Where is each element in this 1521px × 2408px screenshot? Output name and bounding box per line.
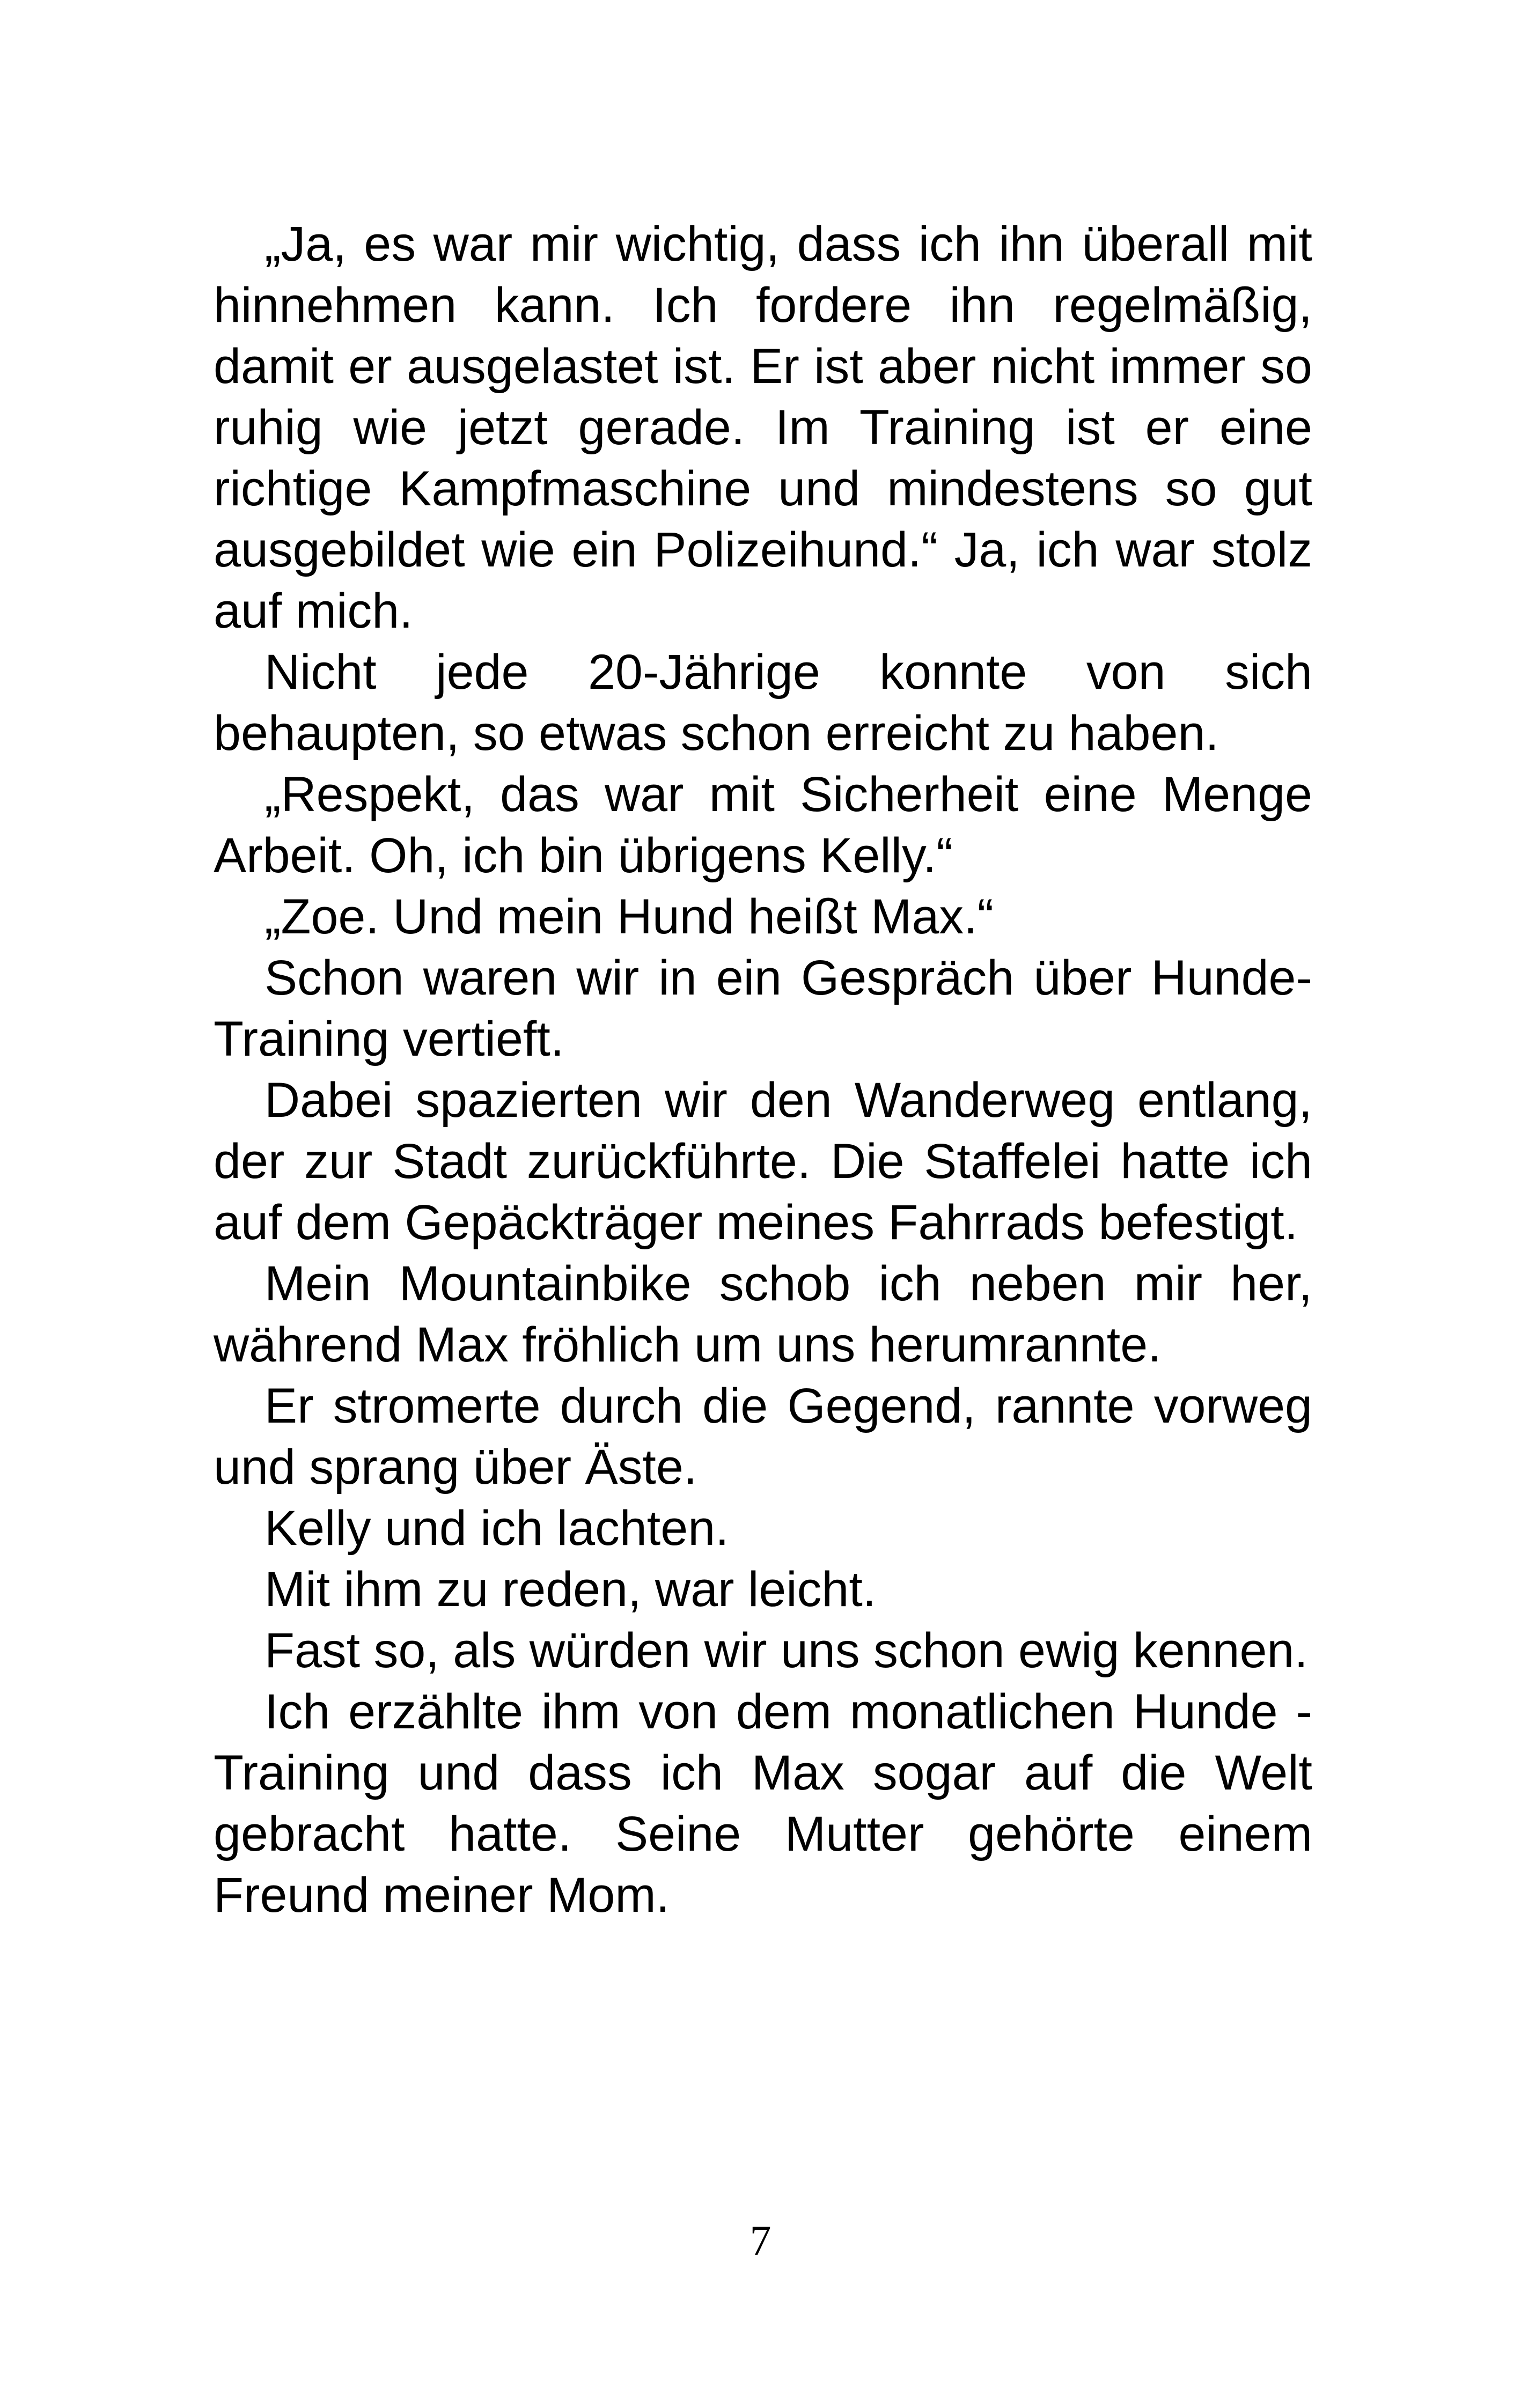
- paragraph: Er stromerte durch die Gegend, rannte vorweg und sprang über Äste.: [214, 1379, 1312, 1494]
- paragraph: „Zoe. Und mein Hund heißt Max.“: [264, 889, 994, 944]
- paragraph: „Respekt, das war mit Sicherheit eine Menge Arbeit. Oh, ich bin übrigens Kelly.“: [214, 767, 1312, 883]
- paragraph: Dabei spazierten wir den Wanderweg entlang, der zur Stadt zurückführte. Die Staffelei hatte ich auf dem Gepäckträger meines Fahrrads befestigt.: [214, 1073, 1312, 1250]
- paragraph: Kelly und ich lachten.: [264, 1501, 729, 1556]
- paragraph: Mein Mountainbike schob ich neben mir her, während Max fröhlich um uns herumrannte.: [214, 1256, 1312, 1372]
- paragraph: Nicht jede 20-Jährige konnte von sich behaupten, so etwas schon erreicht zu haben.: [214, 645, 1312, 761]
- page-number: 7: [750, 2218, 771, 2265]
- body-text: [214, 213, 1312, 1926]
- paragraph: Fast so, als würden wir uns schon ewig kennen.: [264, 1623, 1308, 1678]
- paragraph: Ich erzählte ihm von dem monatlichen Hunde -Training und dass ich Max sogar auf die Welt gebracht hatte. Seine Mutter gehörte einem Freund meiner Mom.: [214, 1684, 1312, 1923]
- paragraph: „Ja, es war mir wichtig, dass ich ihn überall mit hinnehmen kann. Ich fordere ihn regelmäßig, damit er ausgelastet ist. Er ist aber nicht immer so ruhig wie jetzt gerade. Im Training ist er eine richtige Kampfmaschine und mindestens so gut ausgebildet wie ein Polizeihund.“ Ja, ich war stolz auf mich.: [214, 217, 1312, 638]
- paragraph: Schon waren wir in ein Gespräch über Hunde-Training vertieft.: [214, 951, 1312, 1066]
- paragraph: Mit ihm zu reden, war leicht.: [264, 1562, 877, 1617]
